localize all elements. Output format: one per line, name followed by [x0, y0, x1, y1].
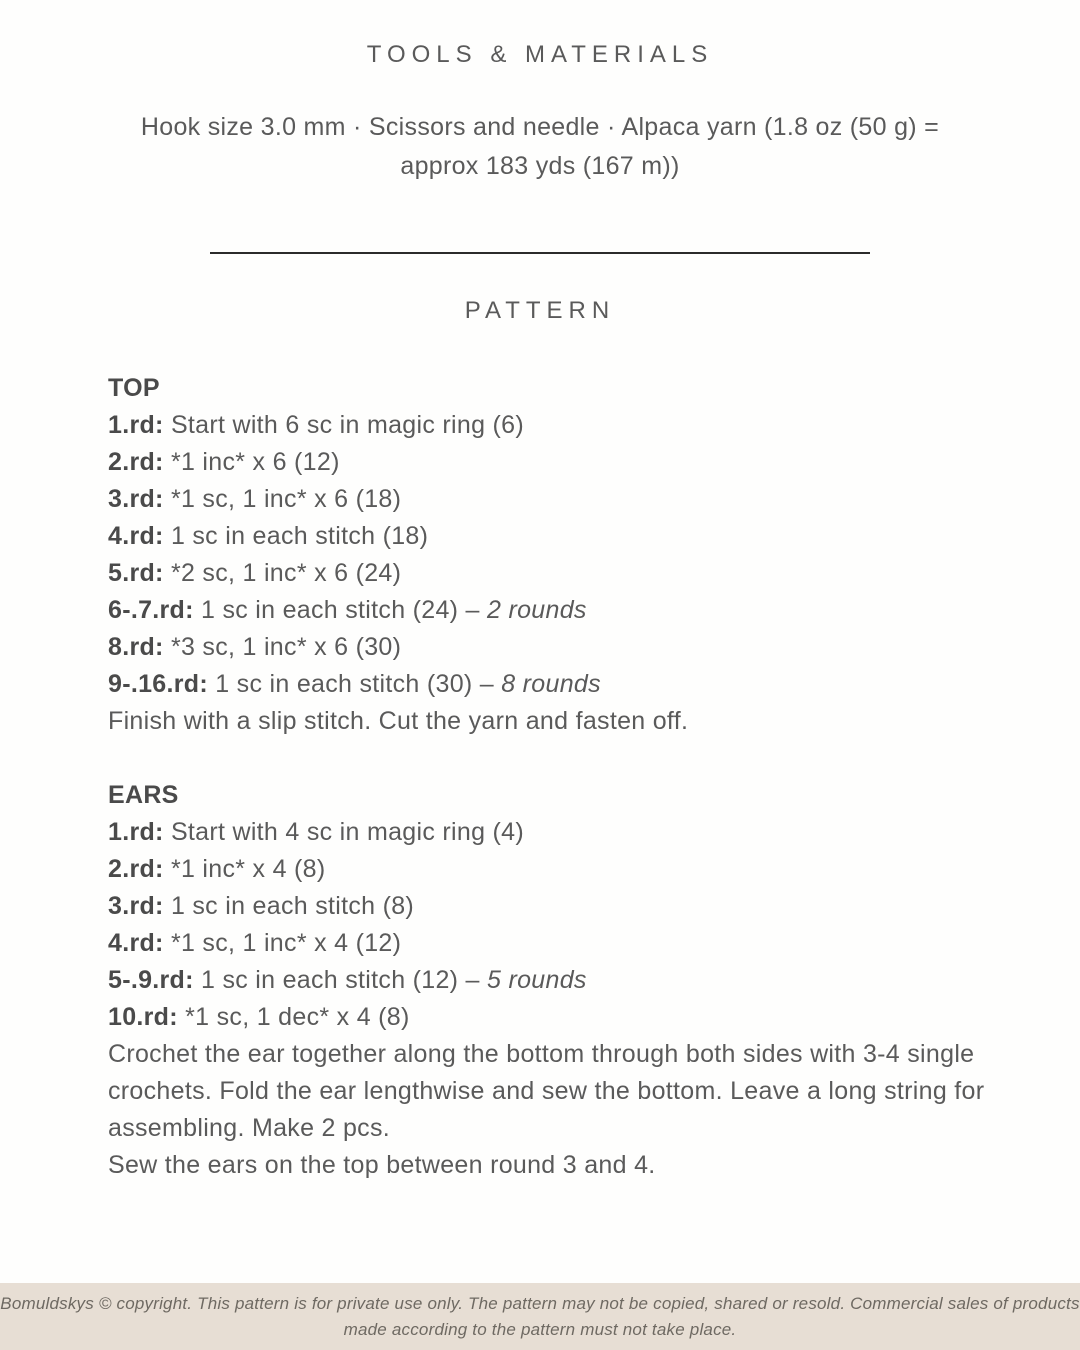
round-label: 4.rd: — [108, 929, 164, 957]
section-ears — [108, 777, 1000, 1147]
round-label: 9-.16.rd: — [108, 670, 208, 698]
copyright-line-1: Bomuldskys © copyright. This pattern is for private use only. The pattern may not be copied, shared or resold. Commercial sales of products — [0, 1293, 1080, 1313]
round-text: *3 sc, 1 inc* x 6 (30) — [170, 633, 402, 661]
round-text: *1 sc, 1 inc* x 4 (12) — [170, 929, 402, 957]
materials-line-1: Hook size 3.0 mm · Scissors and needle · Alpaca yarn (1.8 oz (50 g) = — [140, 113, 940, 141]
round-row — [108, 518, 1000, 555]
round-row — [108, 629, 1000, 666]
round-text: *2 sc, 1 inc* x 6 (24) — [170, 559, 402, 587]
round-row — [108, 925, 1000, 962]
round-text: 1 sc in each stitch (18) — [170, 522, 429, 550]
tools-materials-heading: TOOLS & MATERIALS — [366, 41, 714, 68]
round-label: 1.rd: — [108, 411, 164, 439]
round-label: 5.rd: — [108, 559, 164, 587]
round-text: 1 sc in each stitch (12) – — [201, 966, 488, 994]
round-text: *1 inc* x 4 (8) — [170, 855, 326, 883]
section-top — [108, 370, 1000, 740]
round-row — [108, 444, 1000, 481]
section-title: EARS — [108, 781, 179, 809]
round-label: 4.rd: — [108, 522, 164, 550]
round-row — [108, 888, 1000, 925]
round-text: *1 sc, 1 inc* x 6 (18) — [170, 485, 402, 513]
footer — [0, 1283, 1080, 1350]
round-label: 10.rd: — [108, 1003, 178, 1031]
round-text: Start with 4 sc in magic ring (4) — [170, 818, 525, 846]
round-text: 1 sc in each stitch (30) – — [215, 670, 502, 698]
section-note: Crochet the ear together along the bottom through both sides with 3-4 single crochets. Fold the ear lengthwise and sew the bottom. Leave a long string for assembling. Make 2 pcs. — [108, 1040, 985, 1142]
copyright-line-2: made according to the pattern must not take place. — [343, 1319, 737, 1339]
pattern-heading: PATTERN — [464, 297, 616, 324]
round-label: 2.rd: — [108, 448, 164, 476]
round-row — [108, 555, 1000, 592]
pattern-content — [0, 370, 1080, 1184]
round-row — [108, 592, 1000, 629]
round-label: 2.rd: — [108, 855, 164, 883]
round-label: 5-.9.rd: — [108, 966, 194, 994]
round-label: 8.rd: — [108, 633, 164, 661]
round-row — [108, 814, 1000, 851]
round-label: 3.rd: — [108, 485, 164, 513]
round-text: 1 sc in each stitch (24) – — [201, 596, 488, 624]
round-label: 1.rd: — [108, 818, 164, 846]
round-row — [108, 481, 1000, 518]
round-row — [108, 999, 1000, 1036]
round-text: Start with 6 sc in magic ring (6) — [170, 411, 525, 439]
round-text: 1 sc in each stitch (8) — [170, 892, 415, 920]
round-text: *1 inc* x 6 (12) — [170, 448, 340, 476]
materials-text — [0, 108, 1080, 186]
closing-note: Sew the ears on the top between round 3 and 4. — [108, 1151, 656, 1179]
section-divider — [210, 252, 870, 254]
copyright-text — [0, 1291, 1079, 1343]
round-text: *1 sc, 1 dec* x 4 (8) — [185, 1003, 410, 1031]
round-italic: 2 rounds — [487, 596, 587, 624]
round-row — [108, 851, 1000, 888]
round-italic: 8 rounds — [501, 670, 601, 698]
round-label: 6-.7.rd: — [108, 596, 194, 624]
round-label: 3.rd: — [108, 892, 164, 920]
round-row — [108, 666, 1000, 703]
section-note: Finish with a slip stitch. Cut the yarn and fasten off. — [108, 707, 689, 735]
materials-line-2: approx 183 yds (167 m)) — [400, 152, 680, 180]
round-row — [108, 407, 1000, 444]
round-row — [108, 962, 1000, 999]
round-italic: 5 rounds — [487, 966, 587, 994]
section-title: TOP — [108, 374, 160, 402]
